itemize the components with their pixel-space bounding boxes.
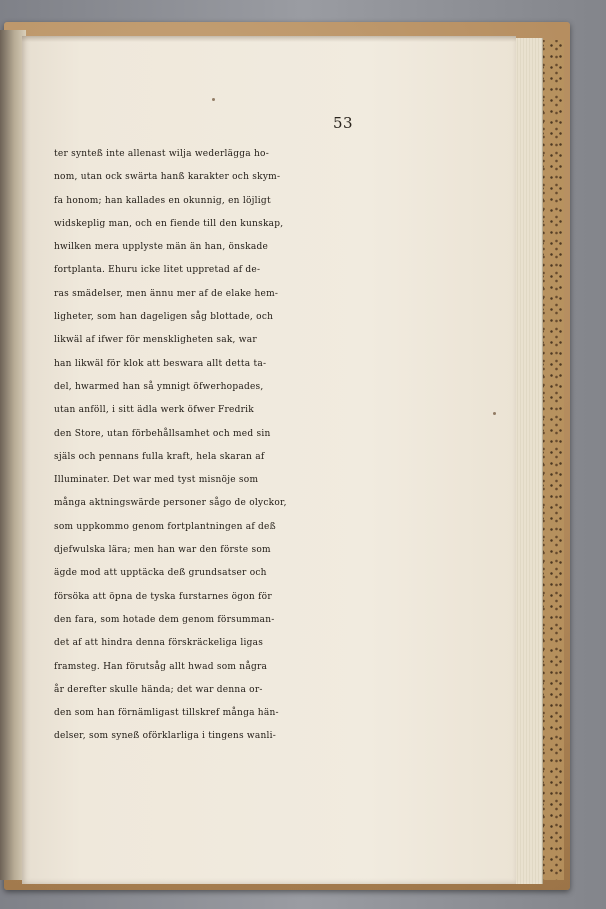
text-line: fortplanta. Ehuru icke litet uppretad af de- (54, 265, 261, 276)
text-line: nom, utan ock swärta hanß karakter och skym- (54, 172, 281, 183)
text-line: själs och pennans fulla kraft, hela skaran af (54, 451, 265, 462)
text-line: den som han förnämligast tillskref många hän- (54, 708, 279, 719)
text-line: djefwulska lära; men han war den förste som (54, 545, 271, 556)
text-line: widskeplig man, och en fiende till den kunskap, (54, 218, 284, 229)
text-line: Illuminater. Det war med tyst misnöje som (54, 475, 259, 486)
text-line: ras smädelser, men ännu mer af de elake hem- (54, 288, 279, 299)
text-line: hwilken mera upplyste män än han, önskade (54, 242, 269, 253)
text-line: framsteg. Han förutsåg allt hwad som några (54, 661, 268, 672)
text-line: som uppkommo genom fortplantningen af deß (54, 521, 276, 532)
text-line: den Store, utan förbehållsamhet och med sin (54, 428, 271, 439)
paper-speck (212, 98, 215, 101)
text-line: likwäl af ifwer för menskligheten sak, war (54, 335, 257, 346)
text-line: ligheter, som han dageligen såg blottade, och (54, 312, 274, 323)
paper-speck (493, 412, 496, 415)
text-line: delser, som syneß oförklarliga i tingens wanli- (54, 731, 277, 742)
page-top-shadow (22, 36, 516, 42)
text-line: försöka att öpna de tyska furstarnes ögon för (54, 591, 272, 602)
text-line: det af att hindra denna förskräckeliga ligas (54, 638, 264, 649)
text-line: ter synteß inte allenast wilja wederlägga ho- (54, 149, 270, 159)
text-line: del, hwarmed han så ymnigt öfwerhopades, (54, 381, 264, 392)
text-line: år derefter skulle hända; det war denna or- (54, 684, 263, 695)
text-line: fa honom; han kallades en okunnig, en löjligt (54, 195, 271, 206)
body-text (54, 143, 384, 749)
text-line: många aktningswärde personer sågo de olyckor, (54, 498, 287, 509)
text-line: utan anföll, i sitt ädla werk öfwer Fredrik (54, 405, 254, 416)
text-line: han likwäl för klok att beswara allt detta ta- (54, 358, 267, 369)
page-number: 53 (333, 114, 354, 132)
text-line: den fara, som hotade dem genom försumman- (54, 614, 275, 625)
text-line: ägde mod att upptäcka deß grundsatser och (54, 568, 267, 579)
